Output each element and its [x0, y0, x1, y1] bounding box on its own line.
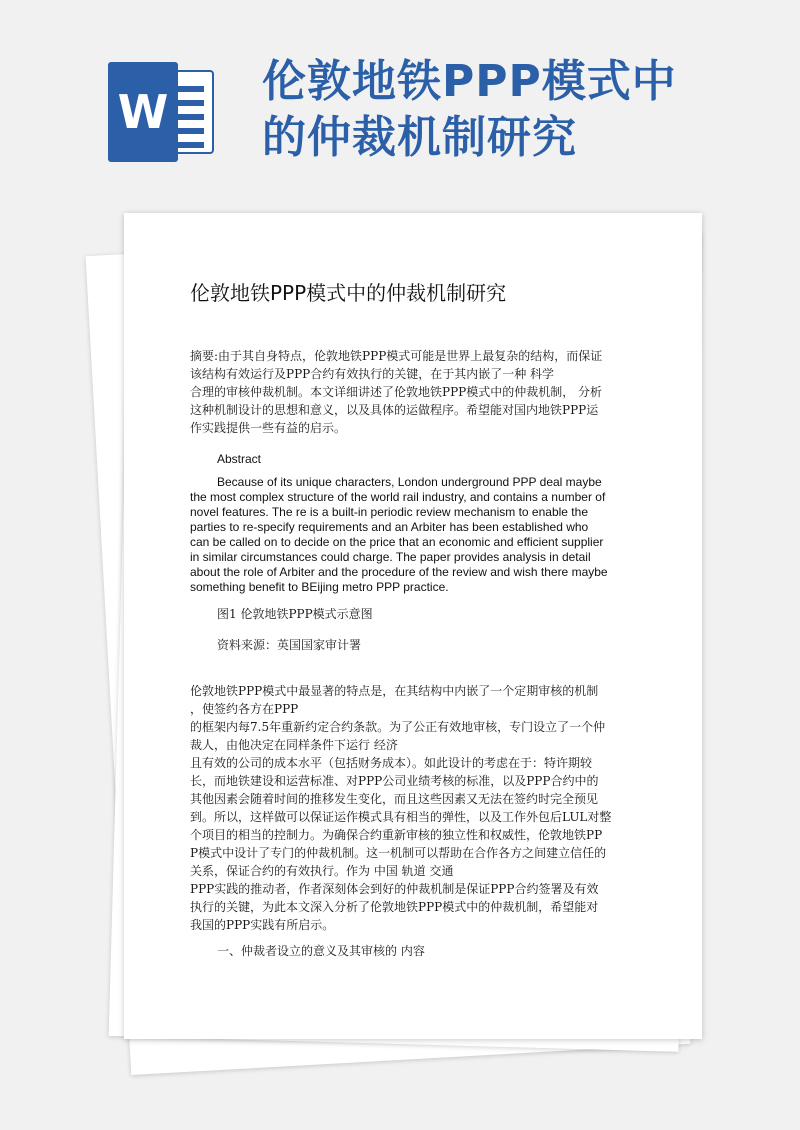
body-line: 伦敦地铁PPP模式中最显著的特点是，在其结构中内嵌了一个定期审核的机制	[190, 684, 599, 698]
body-line: 关系，保证合约的有效执行。作为 中国 轨道 交通	[190, 864, 454, 878]
english-abstract	[190, 475, 660, 595]
abstract-en-line: can be called on to decide on the price that an economic and efficient supplier	[190, 535, 604, 549]
word-badge: W	[108, 62, 178, 162]
body-line: 到。所以，这样做可以保证运作模式具有相当的弹性，以及工作外包后LUL对整	[190, 810, 612, 824]
abstract-en-line: in similar circumstances could charge. The paper provides analysis in detail	[190, 550, 591, 564]
figure-source: 资料来源：英国国家审计署	[217, 638, 362, 652]
body-line: 执行的关键，为此本文深入分析了伦敦地铁PPP模式中的仲裁机制，希望能对	[190, 900, 599, 914]
abstract-en-line: something benefit to BEijing metro PPP practice.	[190, 580, 449, 594]
body-line: 长，而地铁建设和运营标准、对PPP公司业绩考核的标准，以及PPP合约中的	[190, 774, 599, 788]
abstract-en-line: novel features. The re is a built-in periodic review mechanism to enable the	[190, 505, 588, 519]
figure-caption: 图1 伦敦地铁PPP模式示意图	[217, 607, 373, 621]
abstract-cn-line: 作实践提供一些有益的启示。	[190, 421, 347, 435]
word-document-icon	[108, 62, 214, 162]
chinese-abstract	[190, 347, 650, 437]
abstract-en-line: the most complex structure of the world rail industry, and contains a number of	[190, 490, 606, 504]
abstract-en-line: Because of its unique characters, London underground PPP deal maybe	[217, 475, 602, 489]
body-line: P模式中设计了专门的仲裁机制。这一机制可以帮助在合作各方之间建立信任的	[190, 846, 607, 860]
body-line: 裁人，由他决定在同样条件下运行 经济	[190, 738, 398, 752]
abstract-en-line: parties to re-specify requirements and an Arbiter has been established who	[190, 520, 589, 534]
abstract-cn-line: 该结构有效运行及PPP合约有效执行的关键，在于其内嵌了一种 科学	[190, 367, 555, 381]
banner	[0, 0, 800, 200]
banner-title	[262, 54, 682, 166]
abstract-heading: Abstract	[217, 452, 262, 466]
banner-title-line-2: 的仲裁机制研究	[262, 112, 577, 163]
abstract-cn-line: 这种机制设计的思想和意义，以及具体的运做程序。希望能对国内地铁PPP运	[190, 403, 599, 417]
body-line: 其他因素会随着时间的推移发生变化，而且这些因素又无法在签约时完全预见	[190, 792, 599, 806]
abstract-cn-line: 摘要:由于其自身特点，伦敦地铁PPP模式可能是世界上最复杂的结构，而保证	[190, 349, 603, 363]
abstract-cn-line: 合理的审核仲裁机制。本文详细讲述了伦敦地铁PPP模式中的仲裁机制， 分析	[190, 385, 603, 399]
banner-title-line-1: 伦敦地铁PPP模式中	[262, 56, 677, 107]
document-title: 伦敦地铁PPP模式中的仲裁机制研究	[190, 281, 507, 305]
section-heading: 一、仲裁者设立的意义及其审核的 内容	[217, 944, 425, 958]
abstract-en-line: about the role of Arbiter and the procedure of the review and wish there maybe	[190, 565, 608, 579]
body-line: 的框架内每7.5年重新约定合约条款。为了公正有效地审核，专门设立了一个仲	[190, 720, 606, 734]
body-line: 个项目的相当的控制力。为确保合约重新审核的独立性和权威性，伦敦地铁PP	[190, 828, 603, 842]
document-page	[124, 213, 702, 1039]
body-line: ，使签约各方在PPP	[190, 702, 299, 716]
body-line: 且有效的公司的成本水平（包括财务成本）。如此设计的考虑在于：特许期较	[190, 756, 593, 770]
body-line: PPP实践的推动者，作者深刻体会到好的仲裁机制是保证PPP合约签署及有效	[190, 882, 599, 896]
body-paragraph	[190, 682, 660, 934]
body-line: 我国的PPP实践有所启示。	[190, 918, 335, 932]
